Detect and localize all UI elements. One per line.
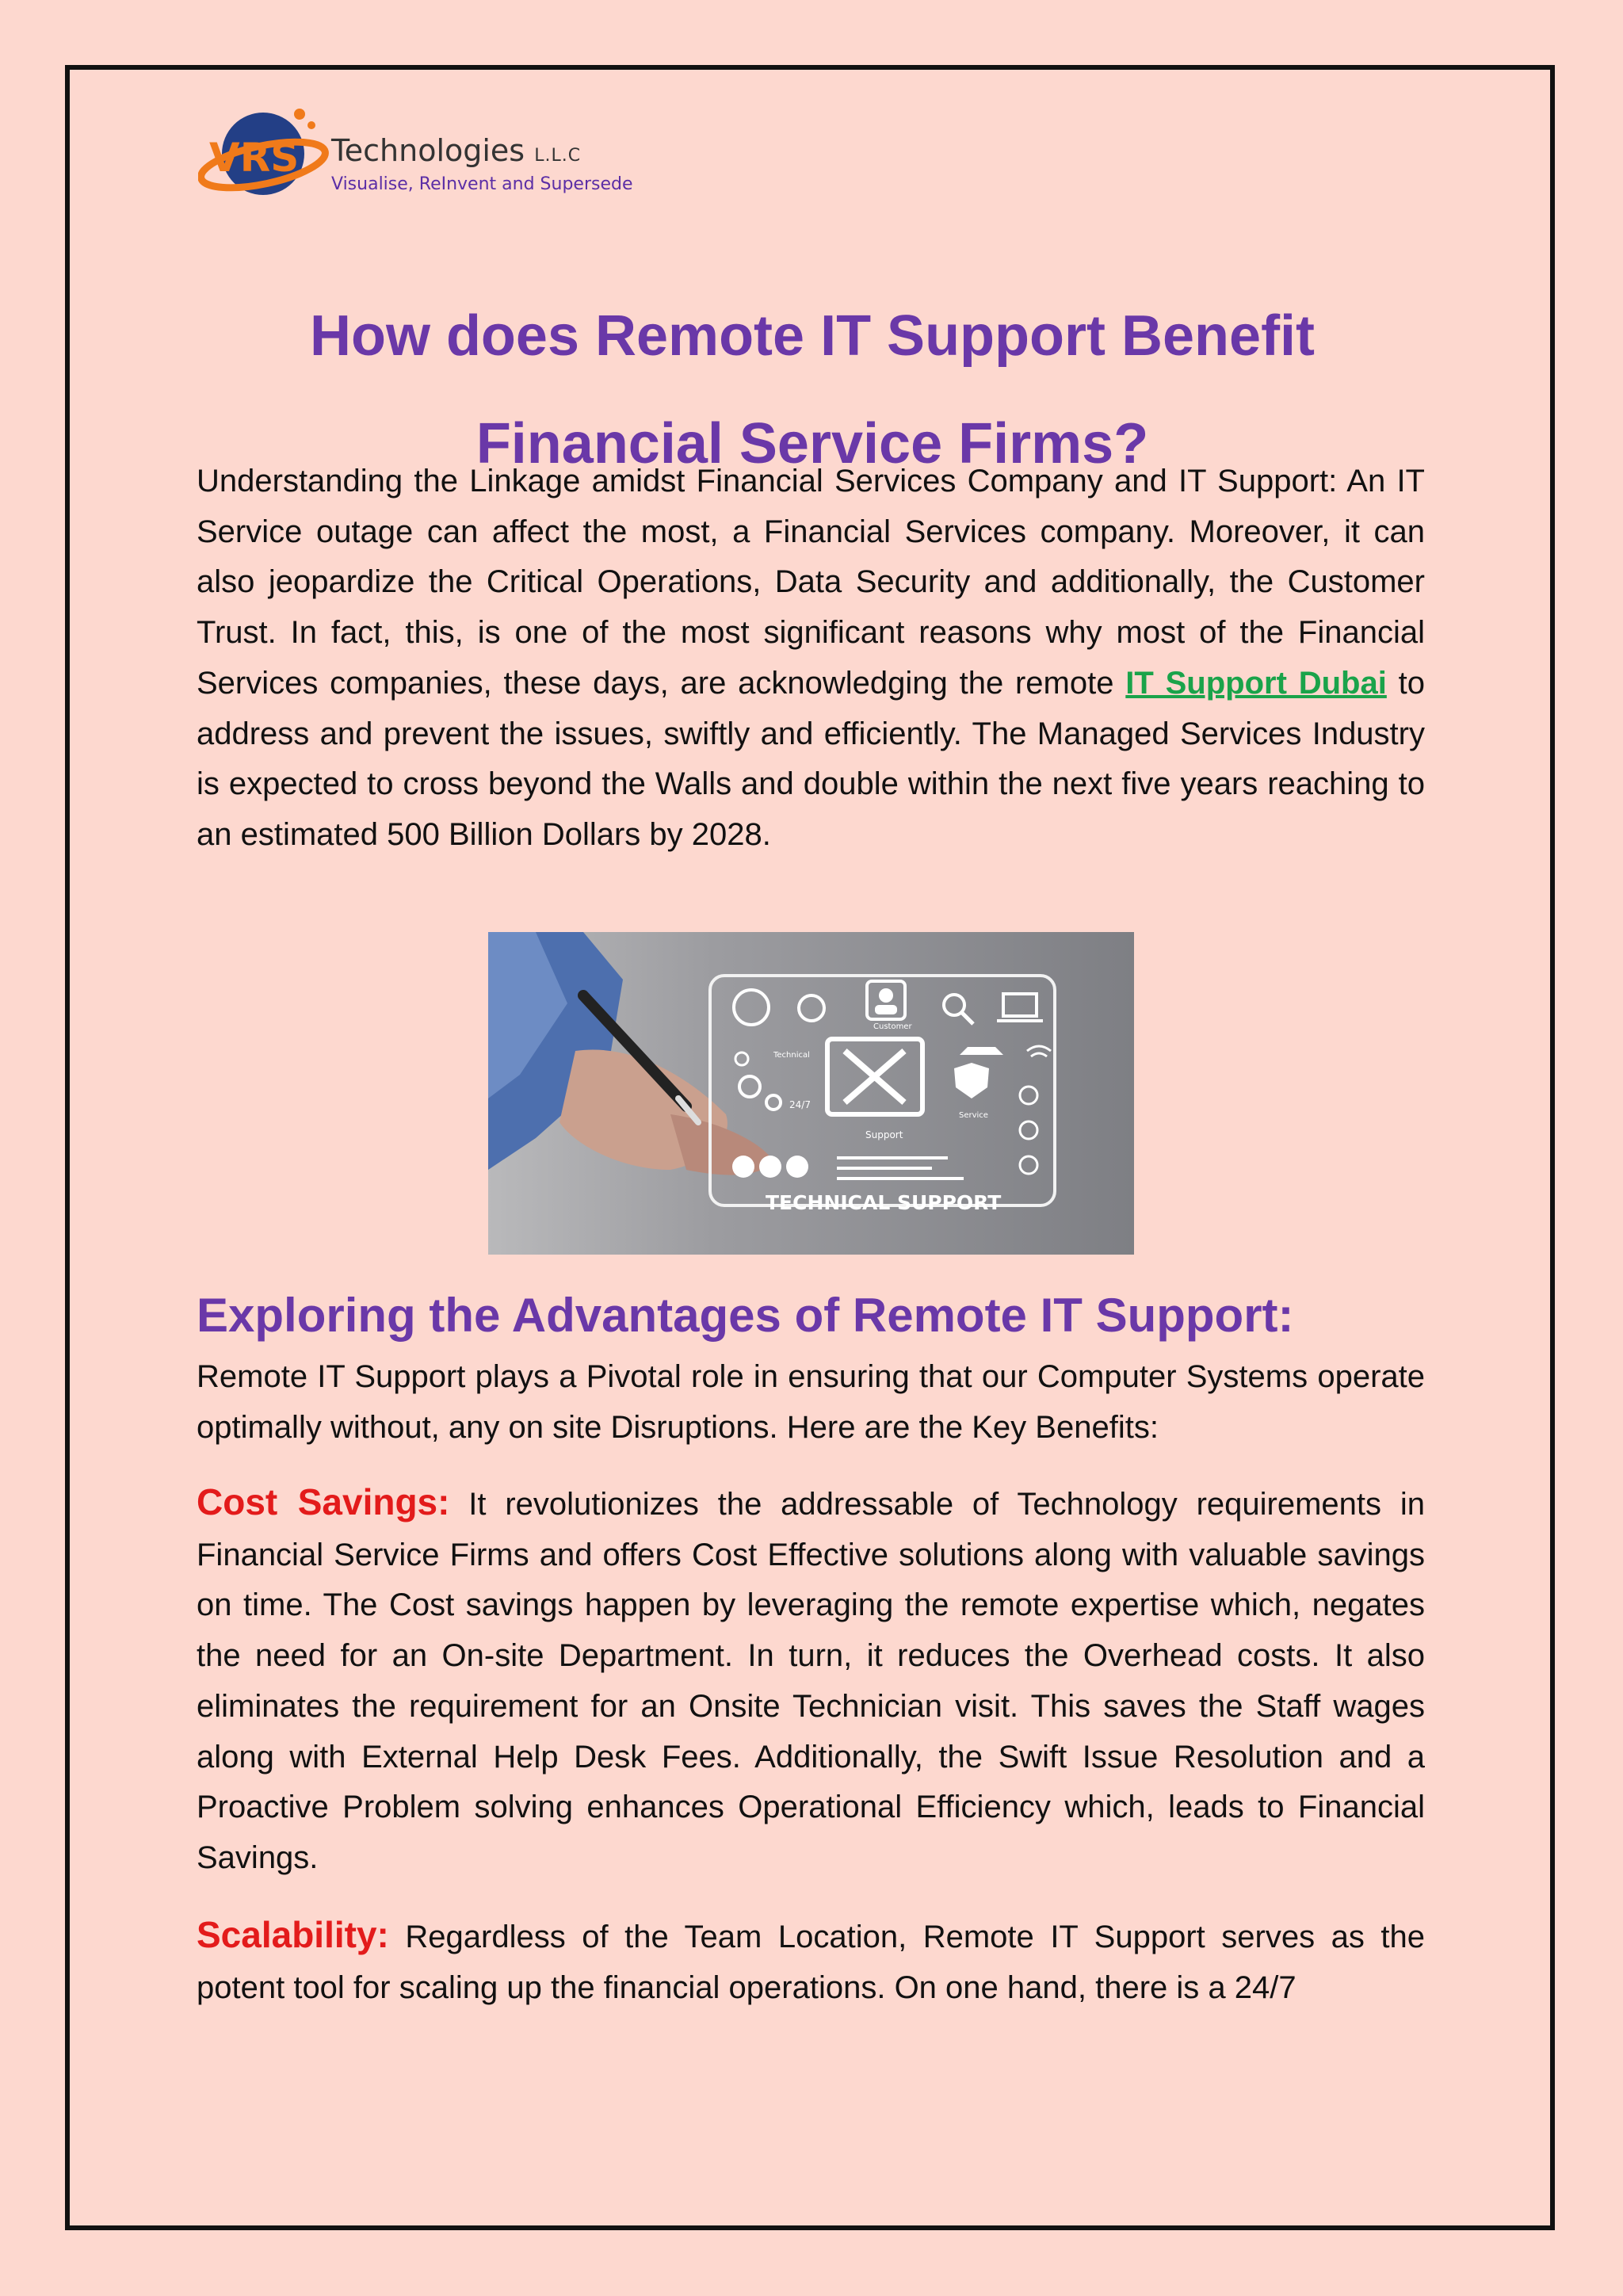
customer-label: Customer [873, 1022, 912, 1031]
magnifier-icon [944, 995, 973, 1024]
technical-support-image [488, 932, 1134, 1255]
support-label: Support [865, 1129, 903, 1140]
cost-savings-label: Cost Savings: [197, 1481, 450, 1522]
scalability-paragraph [197, 1910, 1425, 2013]
cost-savings-paragraph [197, 1477, 1425, 1884]
title-line-2: Financial Service Firms? [475, 412, 1149, 476]
logo-tagline: Visualise, ReInvent and Supersede [331, 174, 633, 194]
section-intro-paragraph: Remote IT Support plays a Pivotal role in ensuring that our Computer Systems operate optimally without, any on site Disruptions. Here are the Key Benefits: [197, 1359, 1425, 1445]
intro-text-before: Understanding the Linkage amidst Financial Services Company and IT Support: An IT Service outage can affect the most, a Financial Services company. Moreover, it can also jeopardize the Critical Operations, Data Security and additionally, the Customer Trust. In fact, this, is one of the most significant reasons why most of the Financial Services companies, these days, are acknowledging the remote [197, 464, 1425, 701]
logo-mark-text: VRS [209, 135, 300, 181]
scalability-text: Regardless of the Team Location, Remote IT Support serves as the potent tool for scaling up the financial operations. On one hand, there is a 24/7 [197, 1920, 1425, 2005]
pie-charts-icon [732, 1156, 808, 1178]
globe-logo-icon [198, 101, 333, 212]
intro-text-after: to address and prevent the issues, swiftly and efficiently. The Managed Services Industry is expected to cross beyond the Walls and double within the next five years reaching to an estimated 500 Billion Dollars by 2028. [197, 665, 1425, 852]
company-logo[interactable] [198, 101, 633, 212]
logo-brand-suffix: L.L.C [534, 146, 582, 166]
refresh-icon [799, 995, 824, 1021]
wifi-icon [1027, 1046, 1051, 1056]
logo-brand-name: Technologies [331, 133, 525, 168]
hours-label: 24/7 [789, 1099, 811, 1110]
scalability-label: Scalability: [197, 1914, 389, 1955]
logo-brand [331, 133, 581, 168]
handshake-icon [960, 1047, 1003, 1055]
service-label: Service [959, 1111, 988, 1120]
customer-icon [867, 981, 905, 1019]
title-line-1: How does Remote IT Support Benefit [309, 304, 1316, 368]
shield-icon [954, 1063, 989, 1098]
laptop-icon [997, 994, 1043, 1021]
technical-label: Technical [773, 1051, 810, 1060]
it-support-dubai-link[interactable]: IT Support Dubai [1125, 665, 1387, 701]
checklist-icon [1020, 1087, 1037, 1174]
section-heading: Exploring the Advantages of Remote IT Support: [197, 1289, 1294, 1342]
gears-icon [735, 1052, 781, 1110]
image-caption: TECHNICAL SUPPORT [766, 1191, 1002, 1214]
intro-paragraph [197, 457, 1425, 861]
cost-savings-text: It revolutionizes the addressable of Technology requirements in Financial Service Firms and offers Cost Effective solutions along with valuable savings on time. The Cost savings happen by leveraging the remote expertise which, negates the need for an On-site Department. In turn, it reduces the Overhead costs. It also eliminates the requirement for an Onsite Technician visit. This saves the Staff wages along with External Help Desk Fees. Additionally, the Swift Issue Resolution and a Proactive Problem solving enhances Operational Efficiency which, leads to Financial Savings. [197, 1487, 1425, 1875]
globe-icon [734, 990, 769, 1025]
